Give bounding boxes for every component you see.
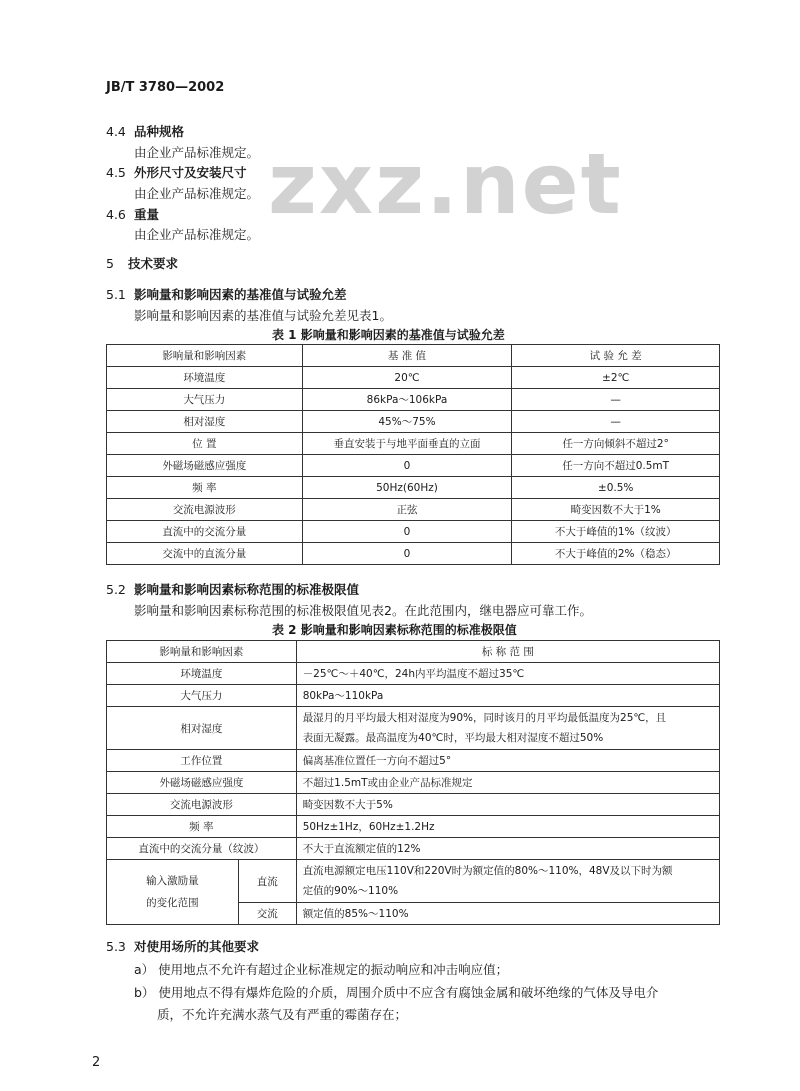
table-cell: 偏离基准位置任一方向不超过5° — [296, 750, 719, 772]
table-cell: 交流电源波形 — [107, 499, 303, 521]
table-cell: 相对湿度 — [107, 707, 297, 750]
table-2-header-row — [107, 641, 720, 663]
table-cell-line: 定值的90%～110% — [302, 885, 399, 897]
table-cell-line: 输入激励量 — [146, 875, 199, 887]
section-4-4-heading: 4.4 品种规格 — [106, 124, 185, 139]
section-5-1-heading: 5.1 影响量和影响因素的基准值与试验允差 — [106, 287, 347, 302]
table-cell-line: 的变化范围 — [146, 897, 199, 909]
table-cell: 50Hz(60Hz) — [302, 477, 512, 499]
table-cell-line: 直流电源额定电压110V和220V时为额定值的80%～110%，48V及以下时为额 — [302, 865, 673, 877]
table-cell: 50Hz±1Hz，60Hz±1.2Hz — [296, 816, 719, 838]
table-cell: 直流 — [238, 860, 296, 903]
section-5-2-heading: 5.2 影响量和影响因素标称范围的标准极限值 — [106, 582, 360, 597]
table-cell: 畸变因数不大于1% — [512, 499, 720, 521]
table-cell: 畸变因数不大于5% — [296, 794, 719, 816]
table-1-caption: 表 1 影响量和影响因素的基准值与试验允差 — [272, 328, 505, 342]
table-cell: 直流中的交流分量 — [107, 521, 303, 543]
table-cell: 20℃ — [302, 367, 512, 389]
table-cell: 任一方向倾斜不超过2° — [512, 433, 720, 455]
table-cell: 频 率 — [107, 477, 303, 499]
table-row — [107, 521, 720, 543]
table-row — [107, 860, 720, 903]
table-cell: 环境温度 — [107, 663, 297, 685]
table-cell: 任一方向不超过0.5mT — [512, 455, 720, 477]
table-1-header-cell: 影响量和影响因素 — [107, 345, 303, 367]
table-1-header-cell: 试 验 允 差 — [512, 345, 720, 367]
table-2 — [106, 640, 720, 925]
table-cell: 外磁场磁感应强度 — [107, 772, 297, 794]
table-cell: 位 置 — [107, 433, 303, 455]
document-code: JB/T 3780—2002 — [106, 80, 225, 95]
section-5-3-heading: 5.3 对使用场所的其他要求 — [106, 939, 260, 954]
page-number: 2 — [92, 1055, 101, 1070]
table-cell: 45%～75% — [302, 411, 512, 433]
table-cell: 80kPa～110kPa — [296, 685, 719, 707]
table-row — [107, 838, 720, 860]
table-cell: 0 — [302, 455, 512, 477]
watermark: zxz.net — [268, 135, 623, 233]
table-2-header-cell: 标 称 范 围 — [296, 641, 719, 663]
table-1-header-row — [107, 345, 720, 367]
section-4-6-heading: 4.6 重量 — [106, 207, 160, 222]
table-row — [107, 455, 720, 477]
table-cell: 额定值的85%～110% — [296, 903, 719, 925]
table-row — [107, 367, 720, 389]
table-cell: 0 — [302, 543, 512, 565]
table-row — [107, 477, 720, 499]
table-cell-line: 最湿月的月平均最大相对湿度为90%，同时该月的月平均最低温度为25℃，且 — [302, 712, 667, 724]
table-cell: ±0.5% — [512, 477, 720, 499]
table-cell: 工作位置 — [107, 750, 297, 772]
table-2-caption: 表 2 影响量和影响因素标称范围的标准极限值 — [272, 623, 517, 637]
table-row — [107, 543, 720, 565]
section-5-1-body: 影响量和影响因素的基准值与试验允差见表1。 — [134, 308, 392, 323]
table-cell: — — [512, 389, 720, 411]
section-4-4-body: 由企业产品标准规定。 — [134, 145, 260, 160]
table-row — [107, 707, 720, 750]
section-4-5-body: 由企业产品标准规定。 — [134, 186, 260, 201]
table-cell: 不超过1.5mT或由企业产品标准规定 — [296, 772, 719, 794]
table-cell — [296, 707, 719, 750]
table-cell: ±2℃ — [512, 367, 720, 389]
table-row — [107, 389, 720, 411]
table-cell: 交流 — [238, 903, 296, 925]
table-cell: 正弦 — [302, 499, 512, 521]
table-cell: 大气压力 — [107, 389, 303, 411]
table-cell: 交流电源波形 — [107, 794, 297, 816]
table-cell: 频 率 — [107, 816, 297, 838]
table-2-header-cell: 影响量和影响因素 — [107, 641, 297, 663]
section-5-3-item-a: a） 使用地点不允许有超过企业标准规定的振动响应和冲击响应值； — [134, 962, 509, 977]
table-cell: 外磁场磁感应强度 — [107, 455, 303, 477]
table-cell: — — [512, 411, 720, 433]
table-cell: 环境温度 — [107, 367, 303, 389]
table-row — [107, 663, 720, 685]
table-cell: 大气压力 — [107, 685, 297, 707]
table-row — [107, 816, 720, 838]
table-row — [107, 794, 720, 816]
section-4-6-body: 由企业产品标准规定。 — [134, 227, 260, 242]
table-cell: 不大于峰值的1%（纹波） — [512, 521, 720, 543]
table-cell: 垂直安装于与地平面垂直的立面 — [302, 433, 512, 455]
section-5-heading: 5 技术要求 — [106, 256, 179, 271]
table-1-header-cell: 基 准 值 — [302, 345, 512, 367]
table-row — [107, 499, 720, 521]
table-cell: 相对湿度 — [107, 411, 303, 433]
section-5-3-item-b-line-2: 质，不允许充满水蒸气及有严重的霉菌存在； — [157, 1007, 408, 1022]
table-row — [107, 433, 720, 455]
section-4-5-heading: 4.5 外形尺寸及安装尺寸 — [106, 165, 247, 180]
table-1 — [106, 344, 720, 565]
table-cell — [107, 860, 239, 925]
table-cell: －25℃～＋40℃，24h内平均温度不超过35℃ — [296, 663, 719, 685]
table-row — [107, 685, 720, 707]
table-row — [107, 750, 720, 772]
table-cell: 不大于直流额定值的12% — [296, 838, 719, 860]
table-row — [107, 772, 720, 794]
section-5-3-item-b-line-1: b） 使用地点不得有爆炸危险的介质，周围介质中不应含有腐蚀金属和破坏绝缘的气体及导电介 — [134, 985, 659, 1000]
table-cell-line: 表面无凝露。最高温度为40℃时，平均最大相对湿度不超过50% — [302, 732, 604, 744]
table-row — [107, 411, 720, 433]
table-cell: 86kPa～106kPa — [302, 389, 512, 411]
section-5-2-body: 影响量和影响因素标称范围的标准极限值见表2。在此范围内，继电器应可靠工作。 — [134, 603, 592, 618]
table-cell: 交流中的直流分量 — [107, 543, 303, 565]
table-cell — [296, 860, 719, 903]
table-cell: 不大于峰值的2%（稳态） — [512, 543, 720, 565]
table-cell: 直流中的交流分量（纹波） — [107, 838, 297, 860]
table-cell: 0 — [302, 521, 512, 543]
